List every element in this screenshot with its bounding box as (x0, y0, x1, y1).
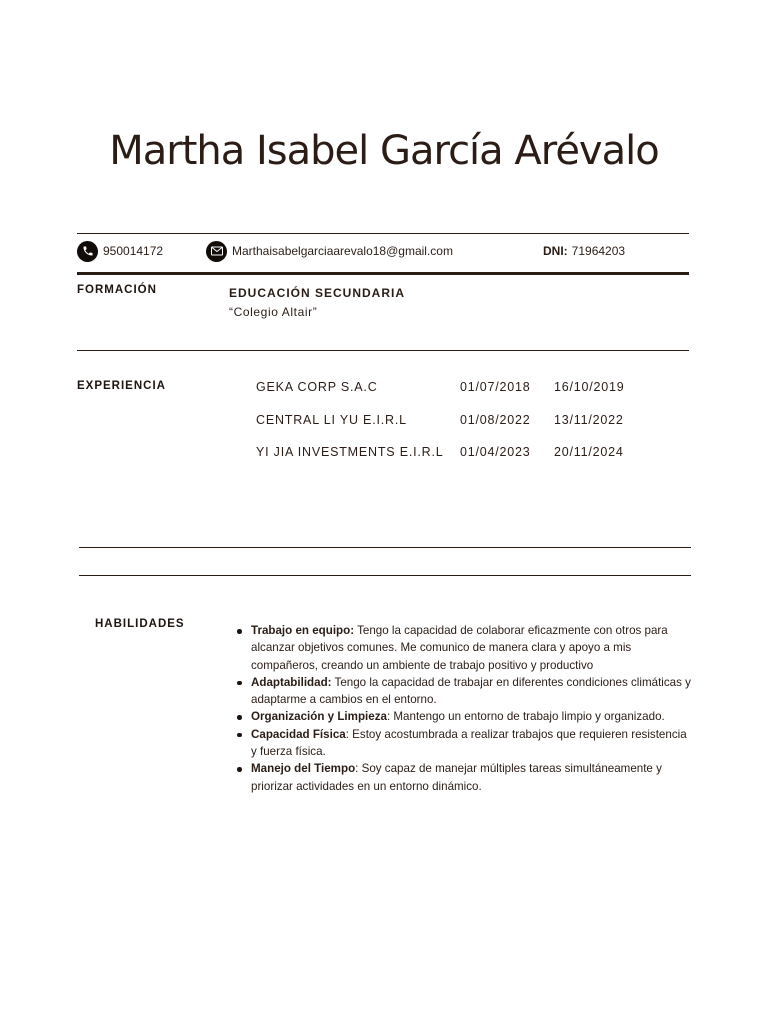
phone-icon (77, 241, 98, 262)
resume-name: Martha Isabel García Arévalo (109, 128, 659, 174)
experience-company: YI JIA INVESTMENTS E.I.R.L (256, 445, 444, 459)
divider-top (77, 233, 689, 234)
skill-text: Tengo la capacidad de trabajar en diferentes condiciones climáticas y adaptarme a cambios en el entorno. (251, 675, 691, 707)
experience-end-date: 13/11/2022 (554, 413, 624, 427)
phone-contact (77, 240, 163, 262)
experience-start-date: 01/04/2023 (460, 445, 531, 459)
skill-item (235, 708, 695, 725)
skill-text: : Soy capaz de manejar múltiples tareas simultáneamente y priorizar actividades en un entorno dinámico. (251, 762, 662, 793)
email-contact (206, 240, 453, 262)
email-address: Marthaisabelgarciaarevalo18@gmail.com (232, 244, 453, 258)
skill-title: Organización y Limpieza (251, 710, 387, 724)
education-school: “Colegio Altair” (229, 305, 318, 319)
skill-item (235, 726, 695, 761)
skill-text: Tengo la capacidad de colaborar eficazmente con otros para alcanzar objetivos comunes. Me comunico de manera clara y apoyo a mis compañeros, creando un ambiente de trabajo positivo y productivo (251, 624, 668, 672)
dni-value: 71964203 (571, 244, 626, 258)
dni-contact (543, 240, 625, 262)
experience-end-date: 20/11/2024 (554, 445, 624, 459)
education-title: EDUCACIÓN SECUNDARIA (229, 286, 406, 300)
divider-thick (77, 272, 689, 275)
skill-title: Adaptabilidad: (251, 675, 332, 689)
mail-icon (206, 241, 227, 262)
phone-number: 950014172 (103, 244, 164, 258)
divider-education (77, 350, 689, 351)
experience-label: EXPERIENCIA (77, 380, 166, 392)
skills-list (235, 622, 695, 795)
experience-start-date: 01/08/2022 (460, 413, 531, 427)
experience-end-date: 16/10/2019 (554, 380, 625, 394)
skill-title: Manejo del Tiempo (251, 762, 356, 776)
experience-start-date: 01/07/2018 (460, 380, 531, 394)
skill-text: : Estoy acostumbrada a realizar trabajos que requieren resistencia y fuerza física. (251, 727, 687, 759)
skill-item (235, 674, 695, 709)
skill-item (235, 622, 695, 674)
skills-label: HABILIDADES (95, 618, 185, 630)
skill-item (235, 760, 695, 795)
skill-title: Capacidad Física (251, 727, 346, 741)
education-label: FORMACIÓN (77, 284, 157, 296)
divider-experience-1 (79, 547, 691, 548)
skill-title: Trabajo en equipo: (251, 624, 355, 637)
dni-label: DNI: (543, 244, 568, 258)
skill-text: : Mantengo un entorno de trabajo limpio y organizado. (386, 710, 665, 724)
contact-row (77, 240, 689, 264)
experience-company: GEKA CORP S.A.C (256, 380, 378, 394)
divider-experience-2 (79, 575, 691, 576)
experience-company: CENTRAL LI YU E.I.R.L (256, 413, 407, 427)
